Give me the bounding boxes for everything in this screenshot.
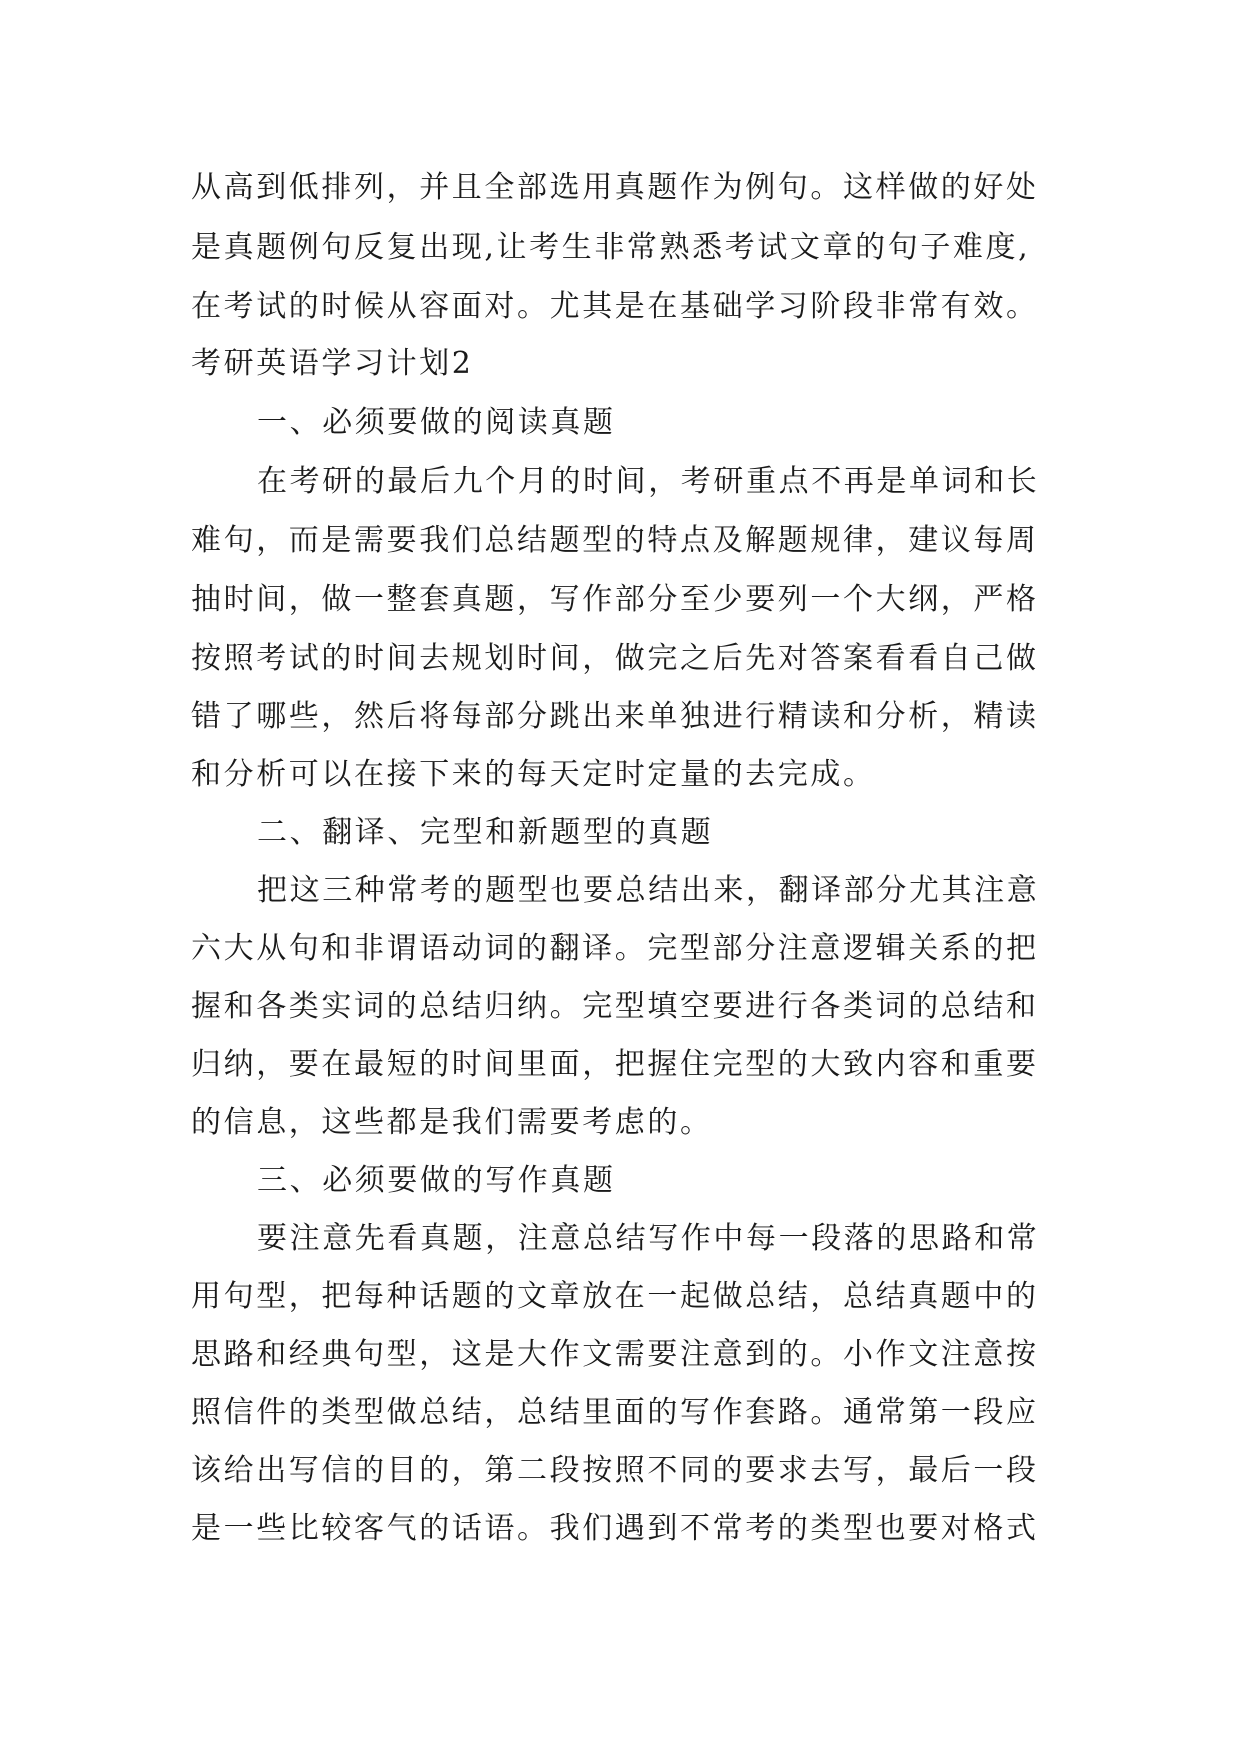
- paragraph-line: 在考研的最后九个月的时间，考研重点不再是单词和长: [257, 464, 1040, 499]
- paragraph-line: 抽时间，做一整套真题，写作部分至少要列一个大纲，严格: [191, 582, 1039, 617]
- paragraph-line: 按照考试的时间去规划时间，做完之后先对答案看看自己做: [191, 641, 1039, 676]
- paragraph-line: 该给出写信的目的，第二段按照不同的要求去写，最后一段: [191, 1453, 1039, 1488]
- section-heading: 二、翻译、完型和新题型的真题: [257, 815, 714, 850]
- paragraph-line: 和分析可以在接下来的每天定时定量的去完成。: [191, 757, 876, 792]
- paragraph-line: 归纳，要在最短的时间里面，把握住完型的大致内容和重要: [191, 1047, 1039, 1082]
- section-title: 考研英语学习计划2: [191, 346, 474, 381]
- paragraph-line: 难句，而是需要我们总结题型的特点及解题规律，建议每周: [191, 523, 1039, 558]
- paragraph-line: 错了哪些，然后将每部分跳出来单独进行精读和分析，精读: [191, 699, 1039, 734]
- text-line: 在考试的时候从容面对。尤其是在基础学习阶段非常有效。: [191, 289, 1039, 324]
- paragraph-line: 思路和经典句型，这是大作文需要注意到的。小作文注意按: [191, 1337, 1039, 1372]
- paragraph-line: 握和各类实词的总结归纳。完型填空要进行各类词的总结和: [191, 989, 1039, 1024]
- section-heading: 三、必须要做的写作真题: [257, 1163, 616, 1198]
- text-line: 从高到低排列，并且全部选用真题作为例句。这样做的好处: [191, 170, 1039, 205]
- paragraph-line: 要注意先看真题，注意总结写作中每一段落的思路和常: [257, 1221, 1040, 1256]
- paragraph-line: 六大从句和非谓语动词的翻译。完型部分注意逻辑关系的把: [191, 931, 1039, 966]
- paragraph-line: 照信件的类型做总结，总结里面的写作套路。通常第一段应: [191, 1395, 1039, 1430]
- paragraph-line: 用句型，把每种话题的文章放在一起做总结，总结真题中的: [191, 1279, 1039, 1314]
- text-line: 是真题例句反复出现,让考生非常熟悉考试文章的句子难度,: [191, 230, 1031, 265]
- paragraph-line: 的信息，这些都是我们需要考虑的。: [191, 1105, 713, 1140]
- paragraph-line: 把这三种常考的题型也要总结出来，翻译部分尤其注意: [257, 873, 1040, 908]
- paragraph-line: 是一些比较客气的话语。我们遇到不常考的类型也要对格式: [191, 1511, 1039, 1546]
- section-heading: 一、必须要做的阅读真题: [257, 405, 616, 440]
